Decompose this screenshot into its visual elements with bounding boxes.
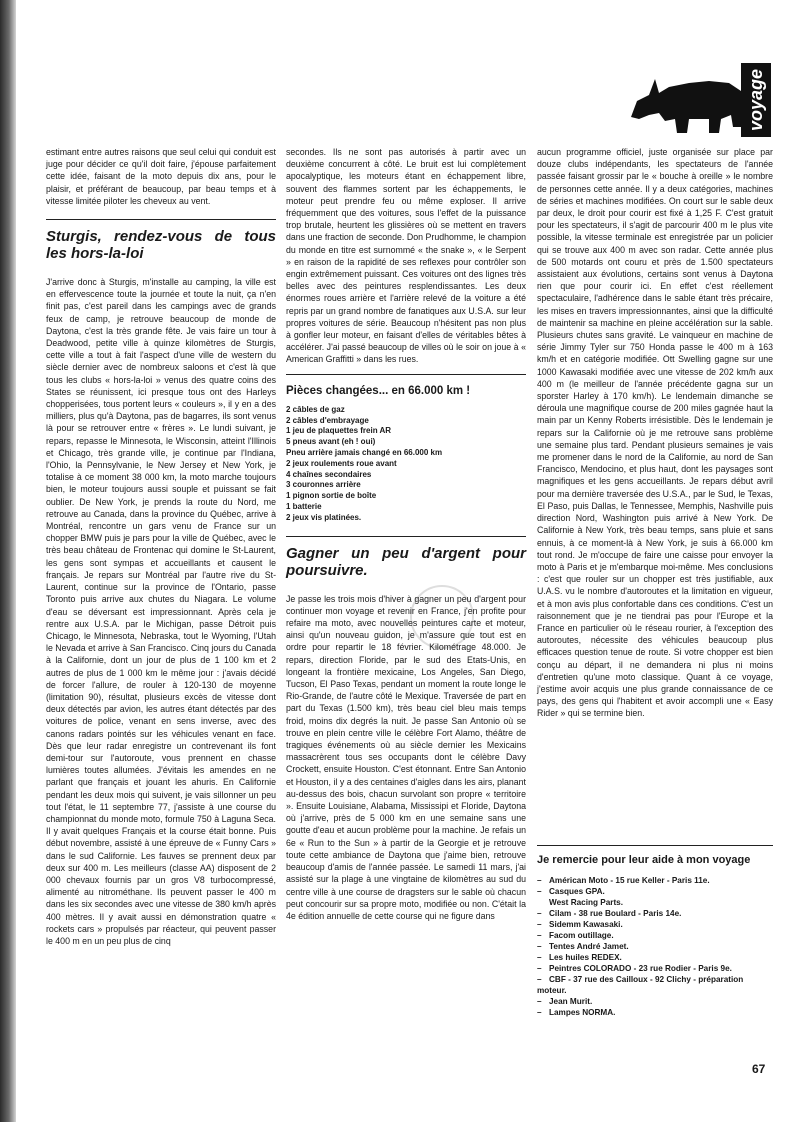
column-3 bbox=[537, 146, 773, 720]
logo-text: voyage bbox=[746, 68, 766, 131]
parts-item: 3 couronnes arrière bbox=[286, 480, 361, 490]
parts-item: 2 câbles d'embrayage bbox=[286, 415, 369, 425]
heading-sturgis: Sturgis, rendez-vous de tous les hors-la-loi bbox=[46, 219, 276, 262]
parts-item: 1 pignon sortie de boîte bbox=[286, 491, 377, 501]
heading-gagner: Gagner un peu d'argent pour poursuivre. bbox=[286, 536, 526, 579]
thanks-item: – Lampes NORMA. bbox=[537, 1008, 616, 1017]
parts-item: 2 câbles de gaz bbox=[286, 404, 345, 414]
parts-item: Pneu arrière jamais changé en 66.000 km bbox=[286, 448, 443, 458]
thanks-item: – Les huiles REDEX. bbox=[537, 953, 622, 962]
daytona-paragraph: aucun programme officiel, juste organisée sur place par douze clubs indépendants, les spectateurs de l'année passée faisant grossir par le « bouche à oreille » le nombre de personnes cette année. Il y a deux catégories, machines de séries et machines modifiées. On court sur le sable deux par deux, le droit pour courir est fixé à 1,25 F. C'est gratuit pour les spectateurs, il s'agit de parcourir 400 m le plus vite possible, la vitesse terminale est enregistrée par un policier qui se trouve aux 400 m avec son radar. Cette année plus de 500 motards ont couru et près de 1.500 spectateurs assistaient aux évolutions, certains sont venus à Daytona rien que pour courir ici. En effet c'est réellement spectaculaire, l'adhérence dans le sable étant très précaire, les mises en travers impressionnantes, ainsi que la difficulté de maintenir sa machine en pleine accélération sur la sable. Plusieurs chutes sans gravité. Le vainqueur en machine de série Jimmy Tyler sur 750 Honda passe le 400 m à 163 km/h et en catégorie modifiée. Ott Swelling gagne sur une 1000 Kawasaki modifiée avec une vitesse de 202 km/h aux 400 m (le meilleur de l'année précédente gagna sur un sporster Harley à 170 km/h). Le lendemain dimanche se déroula une magnifique course de 200 miles gagnée haut la main par un Kenny Roberts irrésistible. Dès le lendemain je repars sur la Californie où je me retrouve sans problème une semaine plus tard. Pendant plusieurs semaines je vais me promener dans le nord de la Californie, au nord de San Francisco, Mendocino, et plus haut, dont les paysages sont magnifiques et les gens accueillants. Je repars début avril pour ma dernière traversée des U.S.A., par le Sud, le Texas, El Paso, puis Dallas, le Tennessee, Memphis, Nashville puis direction Nord, Washington puis arrivé à New York. De Californie à New York, très beau temps, sans pluie et sans ennuis, à ce moment-là à New York, je suis à 66.000 km tout rond. Je m'occupe de faire une caisse pour envoyer la moto à Paris et je m'embarque moi-même. Mes conclusions : c'est que rouler sur un chopper est très justifiable, aux U.A.S. vu le nombre d'autoroutes et la limitation en vigueur, et à mon avis plus confortable dans ces conditions. C'est un raisonnement que je ne tiendrai pas pour l'Europe et la France en particulier où le réseau rourier, à l'exception des autoroutes, nécessite des véhicules beaucoup plus efficaces question tenue de route. Si votre chopper est bien conçu au départ, il ne demandera ni plus ni moins d'entretien qu'une moto classique. Quant à ce voyage, j'estime avoir acquis une plus grande connaissance de ce pays, des gens qui l'habitent et avoir accompli une « Easy Rider » qui se termine bien. bbox=[537, 147, 773, 719]
parts-title: Pièces changées... en 66.000 km ! bbox=[286, 384, 471, 397]
thanks-title: Je remercie pour leur aide à mon voyage bbox=[537, 854, 751, 866]
thanks-item: – Américan Moto - 15 rue Keller - Paris 11e. bbox=[537, 876, 710, 885]
intro-paragraph: estimant entre autres raisons que seul celui qui conduit est juge pour décider ce qu'il doit faire, j'épouse parfaitement cette idée, faisant de la moto depuis dix ans, pour le plaisir, et préférant de beaucoup, par beau temps et à vitesse limitée piloter les cheveux au vent. bbox=[46, 147, 276, 206]
parts-list bbox=[286, 405, 526, 524]
thanks-item: – CBF - 37 rue des Cailloux - 92 Clichy - préparation moteur. bbox=[537, 975, 744, 995]
thanks-item: – Tentes André Jamet. bbox=[537, 942, 629, 951]
parts-box bbox=[286, 374, 526, 524]
parts-item: 1 batterie bbox=[286, 502, 322, 512]
thanks-item: – Sidemm Kawasaki. bbox=[537, 920, 623, 929]
rhino-icon bbox=[631, 79, 745, 133]
parts-item: 4 chaînes secondaires bbox=[286, 469, 372, 479]
parts-item: 2 jeux roulements roue avant bbox=[286, 458, 397, 468]
thanks-item: – Peintres COLORADO - 23 rue Rodier - Paris 9e. bbox=[537, 964, 732, 973]
column-2 bbox=[286, 146, 526, 922]
parts-item: 5 pneus avant (eh ! oui) bbox=[286, 437, 376, 447]
column-1 bbox=[46, 146, 276, 947]
sturgis-paragraph: J'arrive donc à Sturgis, m'installe au camping, la ville est en effervescence toute la journée et toute la nuit, ça n'en finit pas, c'est pareil dans les campings avec de grands feux de camp, je retrouve beaucoup de monde de Daytona, c'est la très grande fête. Je vais faire un tour à Deadwood, petite ville à quinze kilomètres de Sturgis, cette ville a tout à fait l'aspect d'une ville de western du siècle dernier avec de nombreux saloons et c'est là que tous les clubs « hors-la-loi » venus des quatre coins des States se réunissent, ici presque tous ont des Harleys chopperisées, tous portent leurs « couleurs », il y en a des milliers, plus qu'à Daytona, pas de bagarres, ils sont venus là pour se retrouver entre « frères ». Le lundi suivant, je repars, repasse le Minnesota, le Wisconsin, atteint l'Illinois et Chicago, très grande ville, je continue par l'Indiana, l'Ohio, la Pennsylvanie, le New Jersey et New York, je totalise à ce moment 38 000 km, la moto marche toujours bien, le moteur toujours aussi souple et puissant se fait oublier. De New York, je prends la route du Nord, me retrouve au Canada, dans la province du Québec, arrive à Montréal, rencontre un gars venu de France sur un chopper BMW puis je pars pour la ville de Québec, avec le très beau château de Frontenac qui domine le St-Laurent, les gens sont sympas et accueillants et causent le français. Je repars sur Montréal par l'autre rive du St-Laurent, continue sur la province de l'Ontario, passe Toronto puis arrive aux chutes du Niagara. Le volume d'eau se déversant est impressionnant. Après cela je rentre aux U.S.A. par le Michigan, passe Détroit puis Chicago, le Minnesota, Nebraska, tout le Wyoming, l'Utah le Nevada et arrive à San Francisco. Cinq jours du Canada à la Californie, dont un jour de plus de 1 100 km et 2 autres de plus de 1 000 km le même jour : j'avais décidé de forcer l'allure, de rouler à 120-130 de moyenne (limitation 90), résultat, plusieurs excès de vitesse dont deux détectés par avion, les autres étant détectés par des voitures de police, venant en sens inverse, avec des canons radars pointés sur les véhicules venant en face. Dès que leur radar enregistre un contrevenant ils font demi-tour sur l'autoroute, vous prennent en chasse lumières toutes allumées. J'évitais les amendes en ne parlant que français et jouant les ahuris. En Californie pendant les deux mois qui suivent, je vais sillonner un peu tout l'état, le 11 septembre 77, j'assiste à une course du championnat du monde moto, formule 750 à Laguna Seca. Il y avait quelques Français et la course était bonne. Puis début novembre, assisté à une épreuve de « Funny Cars » dans le sud Californie. Les fauves se prennent deux par deux sur 400 m. Les meilleurs (classe AA) disposent de 2 000 chevaux fournis par un gros V8 turbocompressé, alimenté au nitrométhane. Ils peuvent passer le 400 m dans les six secondes avec une vitesse de 380 km/h après 400 mètres. Il y avait aussi en démonstration quatre « rockets cars » propulsés par réacteur, qui peuvent passer le 400 m en un peu plus de cinq bbox=[46, 277, 276, 946]
thanks-item: – Casques GPA. bbox=[537, 887, 605, 896]
thanks-item: – Jean Murit. bbox=[537, 997, 593, 1006]
gagner-paragraph: Je passe les trois mois d'hiver à gagner un peu d'argent pour continuer mon voyage et revenir en France, j'en profite pour refaire ma moto, avec nouvelles peintures carte et moteur, ainsi qu'un nouveau guidon, je m'assure que tout est en ordre pour repartir le 18 février. Kilométrage 48.000. Je repars, direction Floride, par le sud des Etats-Unis, en longeant la frontière mexicaine, Los Angeles, San Diego, Tucson, El Paso Texas, pendant un moment la route longe le Rio-Grande, de l'autre côté le Mexique. Traversée de part en part du Texas (1.500 km), très beau ciel bleu mais temps froid, moins dix degrés la nuit. Je passe San Antonio où se trouve en plein centre ville le célèbre Fort Alamo, théâtre de tragiques événements où au siècle dernier les Mexicains massacrèrent tous ses occupants dont le célèbre Davy Crockett, ensuite Houston. C'est étonnant. Entre San Antonio et Houston, il y a des centaines d'aigles dans les airs, planant au-dessus des bois, chacun survolant son propre « territoire ». Ensuite Louisiane, Alabama, Mississipi et Floride, Daytona où j'arrive, près de 5 000 km en une semaine sans une goutte d'eau et aucun problème pour la machine. Je refais un 6e « Run to the Sun » à partir de la Georgie et je retrouve toute cette ambiance de Daytona que j'aime bien, retrouve beaucoup d'amis de l'année passée. Le samedi 11 mars, j'ai assisté sur la plage à une vingtaine de kilomètres au sud du centre ville à une course de dragsters sur le sable où chacun peut concourir sur sa propre moto, modifiée ou non. C'était la 4e édition annuelle de cette course qui ne figure dans bbox=[286, 593, 526, 921]
thanks-item: West Racing Parts. bbox=[549, 898, 624, 907]
thanks-item: – Facom outillage. bbox=[537, 931, 614, 940]
thanks-item: – Cilam - 38 rue Boulard - Paris 14e. bbox=[537, 909, 682, 918]
thanks-list bbox=[537, 875, 773, 1018]
thanks-box bbox=[537, 845, 773, 1018]
page-number: 67 bbox=[752, 1062, 766, 1076]
parts-item: 1 jeu de plaquettes frein AR bbox=[286, 426, 392, 436]
parts-item: 2 jeux vis platinées. bbox=[286, 512, 362, 522]
funny-cars-paragraph: secondes. Ils ne sont pas autorisés à partir avec un deuxième concurrent à côté. Le bruit est lui complètement apocalyptique, les moteurs étant en échappement libre, souvent des flammes sortent par les échappements, le moteur peut prendre feu ou même exploser. Il arrive fréquemment que des voitures, sous l'effet de la puissance trop brutale, heurtent les glissières où se mettent en travers dans une fraction de seconde. Don Prudhomme, le champion du monde en titre est surnommé « the snake », « le Serpent » en raison de la rapidité de ses reflexes pour contrôler son engin extrêmement puissant. Ces voitures ont des lignes très belles avec des peintures resplendissantes. Les deux énormes roues arrière et l'arrière relevé de la voiture a été repris par un grand nombre de fanatiques aux U.S.A. sur leur propres voitures de série. Beaucoup n'hésitent pas non plus à gonfler leur moteur, en faisant d'elles de véritables bêtes à accélérer. J'ai passé beaucoup de villes où le soir on joue à « American Graffitti » dans les rues. bbox=[286, 147, 526, 365]
rhino-voyage-logo bbox=[629, 57, 772, 143]
page-spine-shadow bbox=[0, 0, 16, 1122]
